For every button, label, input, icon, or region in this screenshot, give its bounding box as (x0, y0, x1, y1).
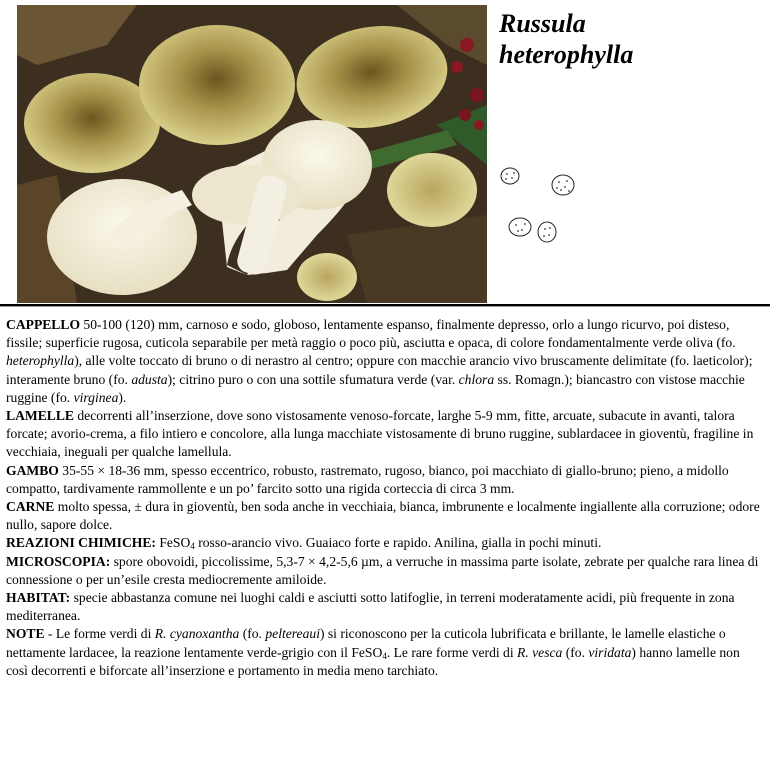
label-carne: CARNE (6, 499, 55, 515)
section-note (6, 625, 760, 680)
label-gambo: GAMBO (6, 462, 59, 478)
habitat-text: specie abbastanza comune nei luoghi caldi e asciutti sotto latifoglie, in terreni moderatamente acidi, più frequente in zona mediterranea. (6, 590, 735, 624)
section-habitat (6, 589, 760, 625)
section-gambo (6, 462, 760, 498)
cappello-text-1: 50-100 (120) mm, carnoso e sodo, globoso, lentamente espanso, finalmente depresso, orlo a lungo ricurvo, poi disteso, fissile; superficie rugosa, cuticola separabile per metà raggio o poco più, asciutta e opaca, di colore fondamentalmente verde oliva (fo. (6, 317, 736, 351)
label-lamelle: LAMELLE (6, 408, 74, 424)
label-habitat: HABITAT: (6, 590, 71, 606)
mushroom-photo (17, 5, 487, 303)
cappello-text-3: ); citrino puro o con una sottile sfumatura verde (var. (167, 371, 459, 387)
gambo-text: 35-55 × 18-36 mm, spesso eccentrico, robusto, rastremato, rugoso, bianco, poi macchiato di giallo-bruno; pieno, a midollo compatto, tardivamente rammollente e un po’ farcito sotto una rigida corteccia di circa 3 mm. (6, 462, 729, 496)
description-text (6, 316, 760, 680)
note-text-5: (fo. (562, 644, 589, 660)
lamelle-text: decorrenti all’inserzione, dove sono vistosamente venoso-forcate, larghe 5-9 mm, fitte, arcuate, subacute in avanti, talora forcate; avorio-crema, a filo intiero e concolore, alla lunga macchiate vistosamente di bruno ruggine, sublardacee in gioventù, fragiline in vecchiaia, ineguali per qualche lamellula. (6, 408, 754, 460)
note-italic-1: R. cyanoxantha (154, 626, 240, 642)
section-cappello (6, 316, 760, 407)
cappello-text-4: ss. Romagn.); biancastro con vistose macchie ruggine (fo. (6, 371, 745, 405)
section-lamelle (6, 407, 760, 462)
reazioni-text-2: rosso-arancio vivo. Guaiaco forte e rapido. Anilina, gialla in pochi minuti. (194, 535, 602, 551)
cappello-italic-3: chlora (458, 371, 495, 387)
note-italic-3: R. vesca (517, 644, 563, 660)
label-reazioni: REAZIONI CHIMICHE: (6, 535, 156, 551)
microscopia-text: spore obovoidi, piccolissime, 5,3-7 × 4,2-5,6 µm, a verruche in massima parte isolate, zebrate per qualche rara linea di connessione o per un’esile cresta mediocremente amiloide. (6, 553, 759, 587)
note-italic-2: peltereaui (265, 626, 320, 642)
note-text-2: (fo. (239, 626, 266, 642)
spore-illustration (495, 160, 595, 250)
cappello-text-5: ). (118, 389, 127, 405)
species-title (499, 8, 633, 70)
section-microscopia (6, 553, 760, 589)
note-text-6: ) hanno lamelle non così decorrenti e biforcate all’inserzione e portamento in media meno tarchiato. (6, 644, 740, 678)
section-carne (6, 498, 760, 534)
label-note: NOTE (6, 626, 45, 642)
section-reazioni (6, 534, 760, 552)
title-genus: Russula (499, 9, 586, 38)
note-italic-4: viridata (588, 644, 632, 660)
reazioni-text-1: FeSO (155, 535, 191, 551)
cappello-italic-4: virginea (73, 389, 119, 405)
cappello-text-2: ), alle volte toccato di bruno o di nerastro al centro; oppure con macchie arancio vivo bruscamente delimitate (fo. laeticolor); interamente bruno (fo. (6, 353, 753, 387)
reazioni-subscript: 4 (190, 541, 195, 552)
note-text-3: ) si riconoscono per la cuticola lubrificata e brillante, le lamelle elastiche o nettamente lardacee, la reazione lentamente verde-grigio con il FeSO (6, 626, 726, 660)
carne-text: molto spessa, ± dura in gioventù, ben soda anche in vecchiaia, bianca, imbrunente e localmente ingiallente alla corruzione; odore nullo, sapore dolce. (6, 499, 760, 533)
label-cappello: CAPPELLO (6, 317, 81, 332)
cappello-italic-2: adusta (131, 371, 168, 387)
divider-shadow (0, 306, 770, 307)
note-text-1: - Le forme verdi di (44, 626, 155, 642)
note-text-4: . Le rare forme verdi di (386, 644, 518, 660)
cappello-italic-1: heterophylla (6, 353, 75, 369)
title-species: heterophylla (499, 40, 634, 69)
note-subscript: 4 (382, 650, 387, 661)
label-microscopia: MICROSCOPIA: (6, 553, 111, 569)
